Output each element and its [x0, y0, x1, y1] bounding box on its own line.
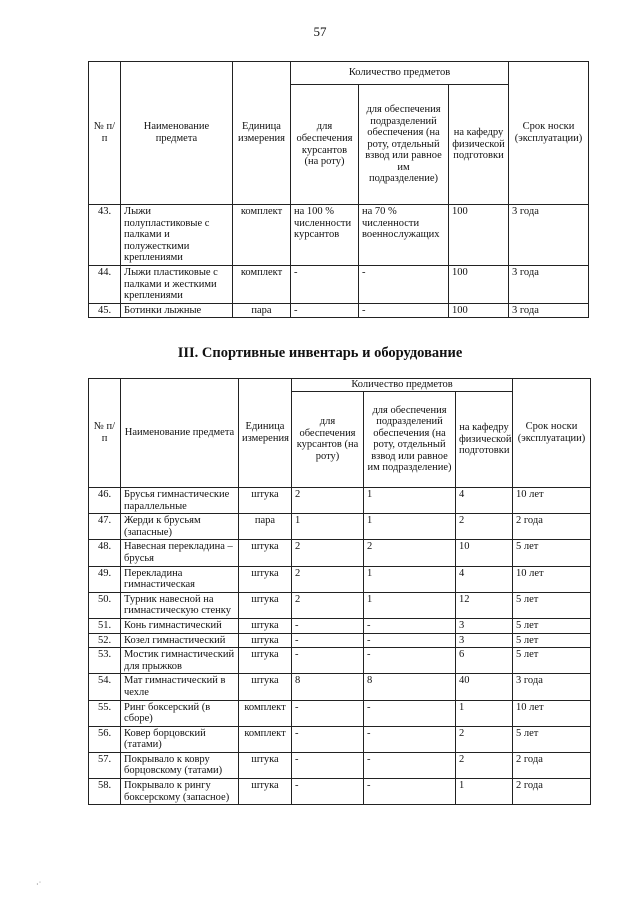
cell-unit: комплект: [233, 265, 291, 303]
header-subdivisions: для обеспечения подразделений обеспечения (на роту, отдельный взвод или равное им подразделение): [364, 391, 456, 487]
cell-department: 2: [456, 514, 513, 540]
cell-department: 3: [456, 633, 513, 648]
cell-subdivisions: -: [359, 303, 449, 318]
cell-num: 47.: [89, 514, 121, 540]
cell-term: 5 лет: [513, 618, 591, 633]
table-row: [89, 674, 591, 700]
cell-department: 2: [456, 726, 513, 752]
table-row: [89, 488, 591, 514]
cell-subdivisions: -: [364, 700, 456, 726]
header-num: № п/п: [89, 379, 121, 488]
cell-name: Навесная перекладина – брусья: [121, 540, 239, 566]
section-title: III. Спортивные инвентарь и оборудование: [177, 345, 463, 361]
cell-department: 12: [456, 592, 513, 618]
cell-cadets: 2: [292, 566, 364, 592]
cell-name: Ковер борцовский (татами): [121, 726, 239, 752]
cell-term: 3 года: [513, 674, 591, 700]
cell-unit: комплект: [239, 726, 292, 752]
table-row: [89, 633, 591, 648]
cell-unit: штука: [239, 648, 292, 674]
equipment-table-2: [88, 378, 591, 805]
cell-term: 2 года: [513, 779, 591, 805]
cell-num: 55.: [89, 700, 121, 726]
header-name: Наименование предмета: [121, 62, 233, 205]
cell-unit: штука: [239, 752, 292, 778]
cell-name: Козел гимнастический: [121, 633, 239, 648]
cell-department: 1: [456, 779, 513, 805]
header-term: Срок носки (эксплуатации): [509, 62, 589, 205]
cell-subdivisions: -: [364, 726, 456, 752]
header-department: на кафедру физической подготовки: [456, 391, 513, 487]
cell-num: 58.: [89, 779, 121, 805]
cell-name: Конь гимнастический: [121, 618, 239, 633]
cell-unit: комплект: [233, 205, 291, 266]
cell-num: 45.: [89, 303, 121, 318]
cell-num: 53.: [89, 648, 121, 674]
cell-term: 10 лет: [513, 700, 591, 726]
cell-unit: штука: [239, 674, 292, 700]
header-num: № п/п: [89, 62, 121, 205]
cell-department: 3: [456, 618, 513, 633]
table-row: [89, 618, 591, 633]
cell-name: Покрывало к рингу боксерскому (запасное): [121, 779, 239, 805]
cell-unit: пара: [239, 514, 292, 540]
header-unit: Единица измерения: [233, 62, 291, 205]
header-cadets: для обеспечения курсантов (на роту): [292, 391, 364, 487]
cell-unit: пара: [233, 303, 291, 318]
header-department: на кафедру физической подготовки: [449, 85, 509, 205]
cell-num: 51.: [89, 618, 121, 633]
page-number: 57: [313, 24, 327, 39]
cell-department: 100: [449, 303, 509, 318]
cell-subdivisions: -: [364, 618, 456, 633]
cell-unit: штука: [239, 633, 292, 648]
cell-subdivisions: -: [364, 648, 456, 674]
cell-cadets: -: [292, 700, 364, 726]
cell-unit: комплект: [239, 700, 292, 726]
cell-name: Турник навесной на гимнастическую стенку: [121, 592, 239, 618]
cell-unit: штука: [239, 592, 292, 618]
header-name: Наименование предмета: [121, 379, 239, 488]
cell-num: 54.: [89, 674, 121, 700]
cell-department: 100: [449, 205, 509, 266]
cell-name: Мат гимнастический в чехле: [121, 674, 239, 700]
cell-name: Ринг боксерский (в сборе): [121, 700, 239, 726]
cell-subdivisions: 1: [364, 566, 456, 592]
scan-dots: ·˙: [36, 880, 42, 889]
cell-subdivisions: -: [359, 265, 449, 303]
cell-department: 100: [449, 265, 509, 303]
cell-num: 52.: [89, 633, 121, 648]
cell-term: 10 лет: [513, 488, 591, 514]
table-row: [89, 540, 591, 566]
header-unit: Единица измерения: [239, 379, 292, 488]
cell-name: Лыжи полупластиковые с палками и полужесткими креплениями: [121, 205, 233, 266]
cell-subdivisions: 2: [364, 540, 456, 566]
cell-subdivisions: -: [364, 633, 456, 648]
header-subdivisions: для обеспечения подразделений обеспечения (на роту, отдельный взвод или равное им подразделение): [359, 85, 449, 205]
table-1-body: [89, 205, 589, 318]
cell-department: 1: [456, 700, 513, 726]
cell-num: 46.: [89, 488, 121, 514]
table-row: [89, 752, 591, 778]
cell-department: 10: [456, 540, 513, 566]
table-row: [89, 592, 591, 618]
cell-term: 3 года: [509, 265, 589, 303]
cell-department: 4: [456, 488, 513, 514]
header-term: Срок носки (эксплуатации): [513, 379, 591, 488]
cell-subdivisions: 1: [364, 488, 456, 514]
cell-cadets: на 100 % численности курсантов: [291, 205, 359, 266]
equipment-table-1: [88, 61, 589, 318]
table-row: [89, 700, 591, 726]
cell-term: 2 года: [513, 514, 591, 540]
cell-subdivisions: 8: [364, 674, 456, 700]
cell-unit: штука: [239, 779, 292, 805]
cell-num: 44.: [89, 265, 121, 303]
cell-cadets: -: [292, 779, 364, 805]
cell-term: 5 лет: [513, 726, 591, 752]
cell-cadets: -: [292, 752, 364, 778]
cell-term: 5 лет: [513, 633, 591, 648]
cell-num: 49.: [89, 566, 121, 592]
cell-cadets: -: [292, 648, 364, 674]
table-row: [89, 514, 591, 540]
cell-department: 6: [456, 648, 513, 674]
cell-department: 4: [456, 566, 513, 592]
cell-unit: штука: [239, 618, 292, 633]
cell-department: 40: [456, 674, 513, 700]
cell-num: 50.: [89, 592, 121, 618]
table-row: [89, 779, 591, 805]
cell-cadets: 8: [292, 674, 364, 700]
cell-cadets: 1: [292, 514, 364, 540]
cell-unit: штука: [239, 566, 292, 592]
cell-name: Мостик гимнастический для прыжков: [121, 648, 239, 674]
cell-cadets: -: [292, 633, 364, 648]
cell-subdivisions: 1: [364, 592, 456, 618]
table-row: [89, 303, 589, 318]
table-row: [89, 265, 589, 303]
cell-term: 3 года: [509, 303, 589, 318]
cell-term: 5 лет: [513, 648, 591, 674]
cell-name: Лыжи пластиковые с палками и жесткими креплениями: [121, 265, 233, 303]
cell-cadets: -: [292, 618, 364, 633]
cell-num: 56.: [89, 726, 121, 752]
cell-name: Перекладина гимнастическая: [121, 566, 239, 592]
cell-unit: штука: [239, 540, 292, 566]
cell-subdivisions: 1: [364, 514, 456, 540]
cell-unit: штука: [239, 488, 292, 514]
header-cadets: для обеспечения курсантов (на роту): [291, 85, 359, 205]
cell-num: 43.: [89, 205, 121, 266]
cell-name: Брусья гимнастические параллельные: [121, 488, 239, 514]
cell-term: 5 лет: [513, 592, 591, 618]
table-row: [89, 648, 591, 674]
cell-cadets: -: [292, 726, 364, 752]
cell-cadets: 2: [292, 592, 364, 618]
cell-subdivisions: -: [364, 752, 456, 778]
cell-term: 10 лет: [513, 566, 591, 592]
table-row: [89, 205, 589, 266]
cell-cadets: -: [291, 303, 359, 318]
cell-department: 2: [456, 752, 513, 778]
cell-num: 48.: [89, 540, 121, 566]
header-quantity: Количество предметов: [292, 379, 513, 392]
cell-name: Жерди к брусьям (запасные): [121, 514, 239, 540]
cell-term: 2 года: [513, 752, 591, 778]
cell-subdivisions: -: [364, 779, 456, 805]
table-row: [89, 566, 591, 592]
cell-cadets: 2: [292, 488, 364, 514]
header-quantity: Количество предметов: [291, 62, 509, 85]
cell-name: Ботинки лыжные: [121, 303, 233, 318]
cell-subdivisions: на 70 % численности военнослужащих: [359, 205, 449, 266]
cell-cadets: 2: [292, 540, 364, 566]
cell-num: 57.: [89, 752, 121, 778]
cell-term: 5 лет: [513, 540, 591, 566]
table-2-body: [89, 488, 591, 805]
cell-cadets: -: [291, 265, 359, 303]
cell-name: Покрывало к ковру борцовскому (татами): [121, 752, 239, 778]
cell-term: 3 года: [509, 205, 589, 266]
table-row: [89, 726, 591, 752]
